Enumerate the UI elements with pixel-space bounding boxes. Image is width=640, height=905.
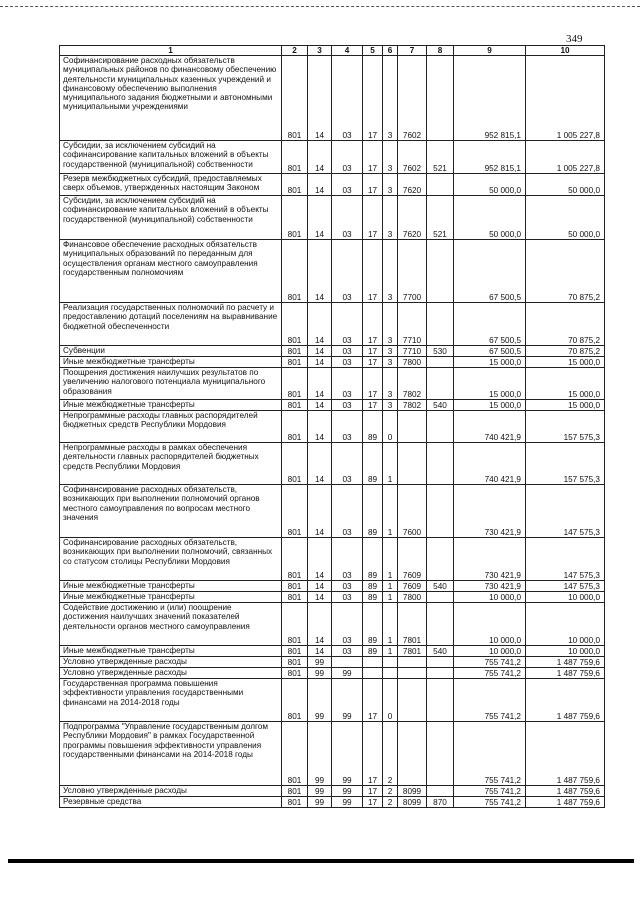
code-col-4: 89	[363, 411, 383, 443]
row-description: Содействие достижению и (или) поощрение достижения наилучших значений показателей деятельности органов местного самоуправления	[60, 603, 282, 646]
code-col-3: 03	[332, 56, 363, 141]
header-cell: 2	[282, 46, 308, 56]
code-col-5: 3	[383, 56, 398, 141]
code-col-1: 801	[282, 56, 308, 141]
code-col-2: 14	[308, 240, 332, 303]
header-cell: 8	[427, 46, 454, 56]
row-description: Непрограммные расходы главных распорядителей бюджетных средств Республики Мордовия	[60, 411, 282, 443]
row-description: Софинансирование расходных обязательств муниципальных районов по финансовому обеспечению деятельности муниципальных казенных учреждений и финансовому обеспечению выполнения муниципального задания бюджетными и автономными муниципальными учреждениями	[60, 56, 282, 141]
code-col-8: 67 500,5	[454, 346, 526, 357]
code-col-3: 03	[332, 368, 363, 400]
code-col-4	[363, 657, 383, 668]
code-col-7	[427, 368, 454, 400]
code-col-3: 03	[332, 411, 363, 443]
amount-col-9: 1 487 759,6	[526, 679, 605, 722]
code-col-1: 801	[282, 357, 308, 368]
code-col-6	[398, 411, 427, 443]
code-col-3: 03	[332, 603, 363, 646]
code-col-5: 1	[383, 581, 398, 592]
code-col-4: 89	[363, 443, 383, 485]
amount-col-9: 1 487 759,6	[526, 668, 605, 679]
code-col-6: 7609	[398, 581, 427, 592]
code-col-7	[427, 592, 454, 603]
code-col-5: 3	[383, 174, 398, 196]
code-col-6: 7602	[398, 141, 427, 174]
code-col-6: 8099	[398, 797, 427, 808]
code-col-5: 3	[383, 303, 398, 346]
code-col-3: 03	[332, 443, 363, 485]
code-col-2: 14	[308, 56, 332, 141]
code-col-3: 03	[332, 581, 363, 592]
row-description: Иные межбюджетные трансферты	[60, 357, 282, 368]
amount-col-9: 15 000,0	[526, 368, 605, 400]
code-col-6: 7600	[398, 485, 427, 538]
code-col-1: 801	[282, 797, 308, 808]
table-row	[60, 56, 605, 141]
code-col-3: 03	[332, 196, 363, 240]
code-col-3: 03	[332, 357, 363, 368]
code-col-4: 17	[363, 56, 383, 141]
code-col-3: 03	[332, 538, 363, 581]
code-col-8: 730 421,9	[454, 581, 526, 592]
amount-col-9: 157 575,3	[526, 443, 605, 485]
row-description: Резервные средства	[60, 797, 282, 808]
amount-col-9: 15 000,0	[526, 400, 605, 411]
code-col-2: 14	[308, 581, 332, 592]
code-col-7	[427, 56, 454, 141]
table-row	[60, 368, 605, 400]
code-col-2: 14	[308, 485, 332, 538]
code-col-3: 03	[332, 240, 363, 303]
table-row	[60, 174, 605, 196]
code-col-7: 521	[427, 141, 454, 174]
table-row	[60, 722, 605, 786]
code-col-6: 7710	[398, 346, 427, 357]
code-col-7	[427, 679, 454, 722]
row-description: Софинансирование расходных обязательств, возникающих при выполнении полномочий, связанных со статусом столицы Республики Мордовия	[60, 538, 282, 581]
code-col-5: 3	[383, 196, 398, 240]
code-col-4: 17	[363, 141, 383, 174]
amount-col-9: 70 875,2	[526, 346, 605, 357]
table-row	[60, 592, 605, 603]
code-col-4: 17	[363, 400, 383, 411]
table-row	[60, 485, 605, 538]
code-col-2: 14	[308, 141, 332, 174]
row-description: Условно утвержденные расходы	[60, 657, 282, 668]
code-col-1: 801	[282, 646, 308, 657]
code-col-3: 03	[332, 303, 363, 346]
row-description: Субвенции	[60, 346, 282, 357]
code-col-5: 3	[383, 240, 398, 303]
code-col-7	[427, 722, 454, 786]
bottom-rule	[8, 859, 634, 863]
code-col-2: 14	[308, 646, 332, 657]
table-row	[60, 657, 605, 668]
code-col-1: 801	[282, 303, 308, 346]
code-col-8: 15 000,0	[454, 357, 526, 368]
code-col-6: 7620	[398, 196, 427, 240]
code-col-7	[427, 443, 454, 485]
code-col-8: 10 000,0	[454, 603, 526, 646]
code-col-4: 89	[363, 485, 383, 538]
table-row	[60, 400, 605, 411]
amount-col-9: 157 575,3	[526, 411, 605, 443]
code-col-6: 7800	[398, 592, 427, 603]
code-col-4: 17	[363, 368, 383, 400]
code-col-7	[427, 411, 454, 443]
code-col-7	[427, 786, 454, 797]
code-col-5: 1	[383, 592, 398, 603]
amount-col-9: 1 487 759,6	[526, 657, 605, 668]
code-col-7: 521	[427, 196, 454, 240]
code-col-3: 99	[332, 786, 363, 797]
code-col-5: 1	[383, 485, 398, 538]
code-col-4: 17	[363, 174, 383, 196]
code-col-5: 3	[383, 400, 398, 411]
code-col-8: 952 815,1	[454, 141, 526, 174]
table-row	[60, 357, 605, 368]
row-description: Условно утвержденные расходы	[60, 668, 282, 679]
code-col-4: 17	[363, 786, 383, 797]
header-cell: 4	[332, 46, 363, 56]
code-col-7: 540	[427, 646, 454, 657]
code-col-3: 03	[332, 646, 363, 657]
code-col-1: 801	[282, 538, 308, 581]
code-col-5: 0	[383, 679, 398, 722]
code-col-2: 14	[308, 538, 332, 581]
code-col-8: 755 741,2	[454, 722, 526, 786]
amount-col-9: 70 875,2	[526, 303, 605, 346]
code-col-5: 1	[383, 646, 398, 657]
amount-col-9: 147 575,3	[526, 485, 605, 538]
row-description: Иные межбюджетные трансферты	[60, 400, 282, 411]
code-col-3: 99	[332, 679, 363, 722]
code-col-2: 99	[308, 679, 332, 722]
code-col-8: 730 421,9	[454, 485, 526, 538]
code-col-2: 99	[308, 657, 332, 668]
row-description: Резерв межбюджетных субсидий, предоставляемых сверх объемов, утвержденных настоящим Законом	[60, 174, 282, 196]
code-col-5: 2	[383, 797, 398, 808]
code-col-5: 3	[383, 346, 398, 357]
row-description: Условно утвержденные расходы	[60, 786, 282, 797]
code-col-8: 755 741,2	[454, 786, 526, 797]
code-col-4: 17	[363, 679, 383, 722]
code-col-4: 17	[363, 303, 383, 346]
row-description: Государственная программа повышения эффективности управления государственными финансами на 2014-2018 годы	[60, 679, 282, 722]
code-col-7	[427, 174, 454, 196]
code-col-6	[398, 722, 427, 786]
code-col-2: 14	[308, 174, 332, 196]
row-description: Субсидии, за исключением субсидий на софинансирование капитальных вложений в объекты государственной (муниципальной) собственности	[60, 196, 282, 240]
code-col-7	[427, 603, 454, 646]
amount-col-9: 1 487 759,6	[526, 722, 605, 786]
code-col-3: 99	[332, 722, 363, 786]
code-col-4: 89	[363, 646, 383, 657]
code-col-1: 801	[282, 722, 308, 786]
header-cell: 7	[398, 46, 427, 56]
code-col-1: 801	[282, 485, 308, 538]
code-col-4: 17	[363, 196, 383, 240]
code-col-6: 7801	[398, 603, 427, 646]
table-row	[60, 303, 605, 346]
code-col-4: 17	[363, 346, 383, 357]
code-col-1: 801	[282, 411, 308, 443]
code-col-6	[398, 668, 427, 679]
table-row	[60, 679, 605, 722]
code-col-2: 99	[308, 668, 332, 679]
code-col-1: 801	[282, 668, 308, 679]
code-col-1: 801	[282, 174, 308, 196]
table-header-row	[60, 46, 605, 56]
table-row	[60, 141, 605, 174]
code-col-2: 99	[308, 797, 332, 808]
code-col-7	[427, 657, 454, 668]
code-col-5: 1	[383, 538, 398, 581]
code-col-6: 7802	[398, 368, 427, 400]
code-col-4: 89	[363, 538, 383, 581]
code-col-7	[427, 357, 454, 368]
code-col-7: 540	[427, 400, 454, 411]
code-col-4: 17	[363, 357, 383, 368]
code-col-8: 755 741,2	[454, 657, 526, 668]
amount-col-9: 1 005 227,8	[526, 141, 605, 174]
code-col-2: 14	[308, 346, 332, 357]
code-col-5	[383, 668, 398, 679]
code-col-5: 2	[383, 722, 398, 786]
code-col-7	[427, 240, 454, 303]
code-col-6: 7710	[398, 303, 427, 346]
amount-col-9: 15 000,0	[526, 357, 605, 368]
code-col-2: 99	[308, 786, 332, 797]
code-col-6: 7800	[398, 357, 427, 368]
code-col-7	[427, 485, 454, 538]
code-col-5: 3	[383, 141, 398, 174]
table-row	[60, 581, 605, 592]
code-col-6: 8099	[398, 786, 427, 797]
code-col-8: 952 815,1	[454, 56, 526, 141]
code-col-6	[398, 657, 427, 668]
table-row	[60, 196, 605, 240]
code-col-1: 801	[282, 592, 308, 603]
header-cell: 5	[363, 46, 383, 56]
header-cell: 6	[383, 46, 398, 56]
code-col-2: 14	[308, 592, 332, 603]
table-row	[60, 786, 605, 797]
row-description: Поощрения достижения наилучших результатов по увеличению налогового потенциала муниципального образования	[60, 368, 282, 400]
code-col-1: 801	[282, 603, 308, 646]
code-col-6: 7620	[398, 174, 427, 196]
code-col-8: 740 421,9	[454, 411, 526, 443]
amount-col-9: 147 575,3	[526, 581, 605, 592]
code-col-8: 10 000,0	[454, 646, 526, 657]
code-col-3: 03	[332, 346, 363, 357]
code-col-3: 03	[332, 592, 363, 603]
amount-col-9: 1 487 759,6	[526, 797, 605, 808]
code-col-2: 14	[308, 196, 332, 240]
top-dashed-line	[0, 6, 640, 7]
code-col-3: 03	[332, 400, 363, 411]
code-col-1: 801	[282, 368, 308, 400]
code-col-2: 99	[308, 722, 332, 786]
code-col-2: 14	[308, 443, 332, 485]
amount-col-9: 1 005 227,8	[526, 56, 605, 141]
code-col-1: 801	[282, 443, 308, 485]
code-col-2: 14	[308, 603, 332, 646]
table-row	[60, 646, 605, 657]
code-col-3: 03	[332, 174, 363, 196]
amount-col-9: 10 000,0	[526, 603, 605, 646]
code-col-8: 50 000,0	[454, 196, 526, 240]
code-col-6: 7700	[398, 240, 427, 303]
code-col-6: 7801	[398, 646, 427, 657]
code-col-7	[427, 538, 454, 581]
code-col-3: 99	[332, 668, 363, 679]
code-col-5	[383, 657, 398, 668]
code-col-1: 801	[282, 346, 308, 357]
code-col-2: 14	[308, 411, 332, 443]
amount-col-9: 50 000,0	[526, 196, 605, 240]
code-col-1: 801	[282, 679, 308, 722]
code-col-3: 99	[332, 797, 363, 808]
code-col-4: 17	[363, 722, 383, 786]
code-col-4: 17	[363, 240, 383, 303]
code-col-7	[427, 668, 454, 679]
code-col-3: 03	[332, 485, 363, 538]
page-number: 349	[566, 33, 583, 45]
code-col-1: 801	[282, 400, 308, 411]
code-col-2: 14	[308, 357, 332, 368]
amount-col-9: 70 875,2	[526, 240, 605, 303]
table-row	[60, 240, 605, 303]
code-col-1: 801	[282, 581, 308, 592]
code-col-6	[398, 679, 427, 722]
row-description: Подпрограмма "Управление государственным долгом Республики Мордовия" в рамках Государственной программы повышения эффективности управления государственными финансами на 2014-2018 годы	[60, 722, 282, 786]
table-row	[60, 443, 605, 485]
code-col-8: 10 000,0	[454, 592, 526, 603]
table-row	[60, 346, 605, 357]
code-col-1: 801	[282, 240, 308, 303]
header-cell: 9	[454, 46, 526, 56]
row-description: Софинансирование расходных обязательств, возникающих при выполнении полномочий органов местного самоуправления по вопросам местного значения	[60, 485, 282, 538]
code-col-8: 755 741,2	[454, 668, 526, 679]
code-col-4: 89	[363, 592, 383, 603]
table-row	[60, 603, 605, 646]
code-col-5: 0	[383, 411, 398, 443]
code-col-7: 870	[427, 797, 454, 808]
code-col-7	[427, 303, 454, 346]
header-cell: 1	[60, 46, 282, 56]
code-col-4: 89	[363, 581, 383, 592]
row-description: Финансовое обеспечение расходных обязательств муниципальных образований по переданным для осуществления органам местного самоуправления государственным полномочиям	[60, 240, 282, 303]
code-col-2: 14	[308, 400, 332, 411]
row-description: Реализация государственных полномочий по расчету и предоставлению дотаций поселениям на выравнивание бюджетной обеспеченности	[60, 303, 282, 346]
budget-table	[59, 45, 605, 808]
code-col-5: 2	[383, 786, 398, 797]
row-description: Субсидии, за исключением субсидий на софинансирование капитальных вложений в объекты государственной (муниципальной) собственности	[60, 141, 282, 174]
table-row	[60, 538, 605, 581]
row-description: Непрограммные расходы в рамках обеспечения деятельности главных распорядителей бюджетных средств Республики Мордовия	[60, 443, 282, 485]
code-col-3	[332, 657, 363, 668]
table-row	[60, 668, 605, 679]
code-col-8: 730 421,9	[454, 538, 526, 581]
header-cell: 3	[308, 46, 332, 56]
code-col-4: 89	[363, 603, 383, 646]
table-row	[60, 797, 605, 808]
code-col-8: 67 500,5	[454, 240, 526, 303]
code-col-4: 17	[363, 797, 383, 808]
code-col-4	[363, 668, 383, 679]
row-description: Иные межбюджетные трансферты	[60, 581, 282, 592]
code-col-6: 7609	[398, 538, 427, 581]
code-col-1: 801	[282, 786, 308, 797]
code-col-1: 801	[282, 141, 308, 174]
header-cell: 10	[526, 46, 605, 56]
code-col-2: 14	[308, 368, 332, 400]
code-col-8: 50 000,0	[454, 174, 526, 196]
amount-col-9: 10 000,0	[526, 592, 605, 603]
row-description: Иные межбюджетные трансферты	[60, 646, 282, 657]
table-row	[60, 411, 605, 443]
code-col-1: 801	[282, 196, 308, 240]
amount-col-9: 10 000,0	[526, 646, 605, 657]
amount-col-9: 1 487 759,6	[526, 786, 605, 797]
code-col-6: 7602	[398, 56, 427, 141]
code-col-6: 7802	[398, 400, 427, 411]
amount-col-9: 50 000,0	[526, 174, 605, 196]
amount-col-9: 147 575,3	[526, 538, 605, 581]
code-col-8: 67 500,5	[454, 303, 526, 346]
code-col-2: 14	[308, 303, 332, 346]
code-col-5: 3	[383, 357, 398, 368]
code-col-7: 540	[427, 581, 454, 592]
code-col-8: 15 000,0	[454, 368, 526, 400]
code-col-5: 1	[383, 603, 398, 646]
code-col-6	[398, 443, 427, 485]
code-col-8: 755 741,2	[454, 679, 526, 722]
code-col-8: 15 000,0	[454, 400, 526, 411]
row-description: Иные межбюджетные трансферты	[60, 592, 282, 603]
code-col-1: 801	[282, 657, 308, 668]
code-col-7: 530	[427, 346, 454, 357]
code-col-5: 3	[383, 368, 398, 400]
code-col-5: 1	[383, 443, 398, 485]
code-col-8: 740 421,9	[454, 443, 526, 485]
code-col-8: 755 741,2	[454, 797, 526, 808]
code-col-3: 03	[332, 141, 363, 174]
